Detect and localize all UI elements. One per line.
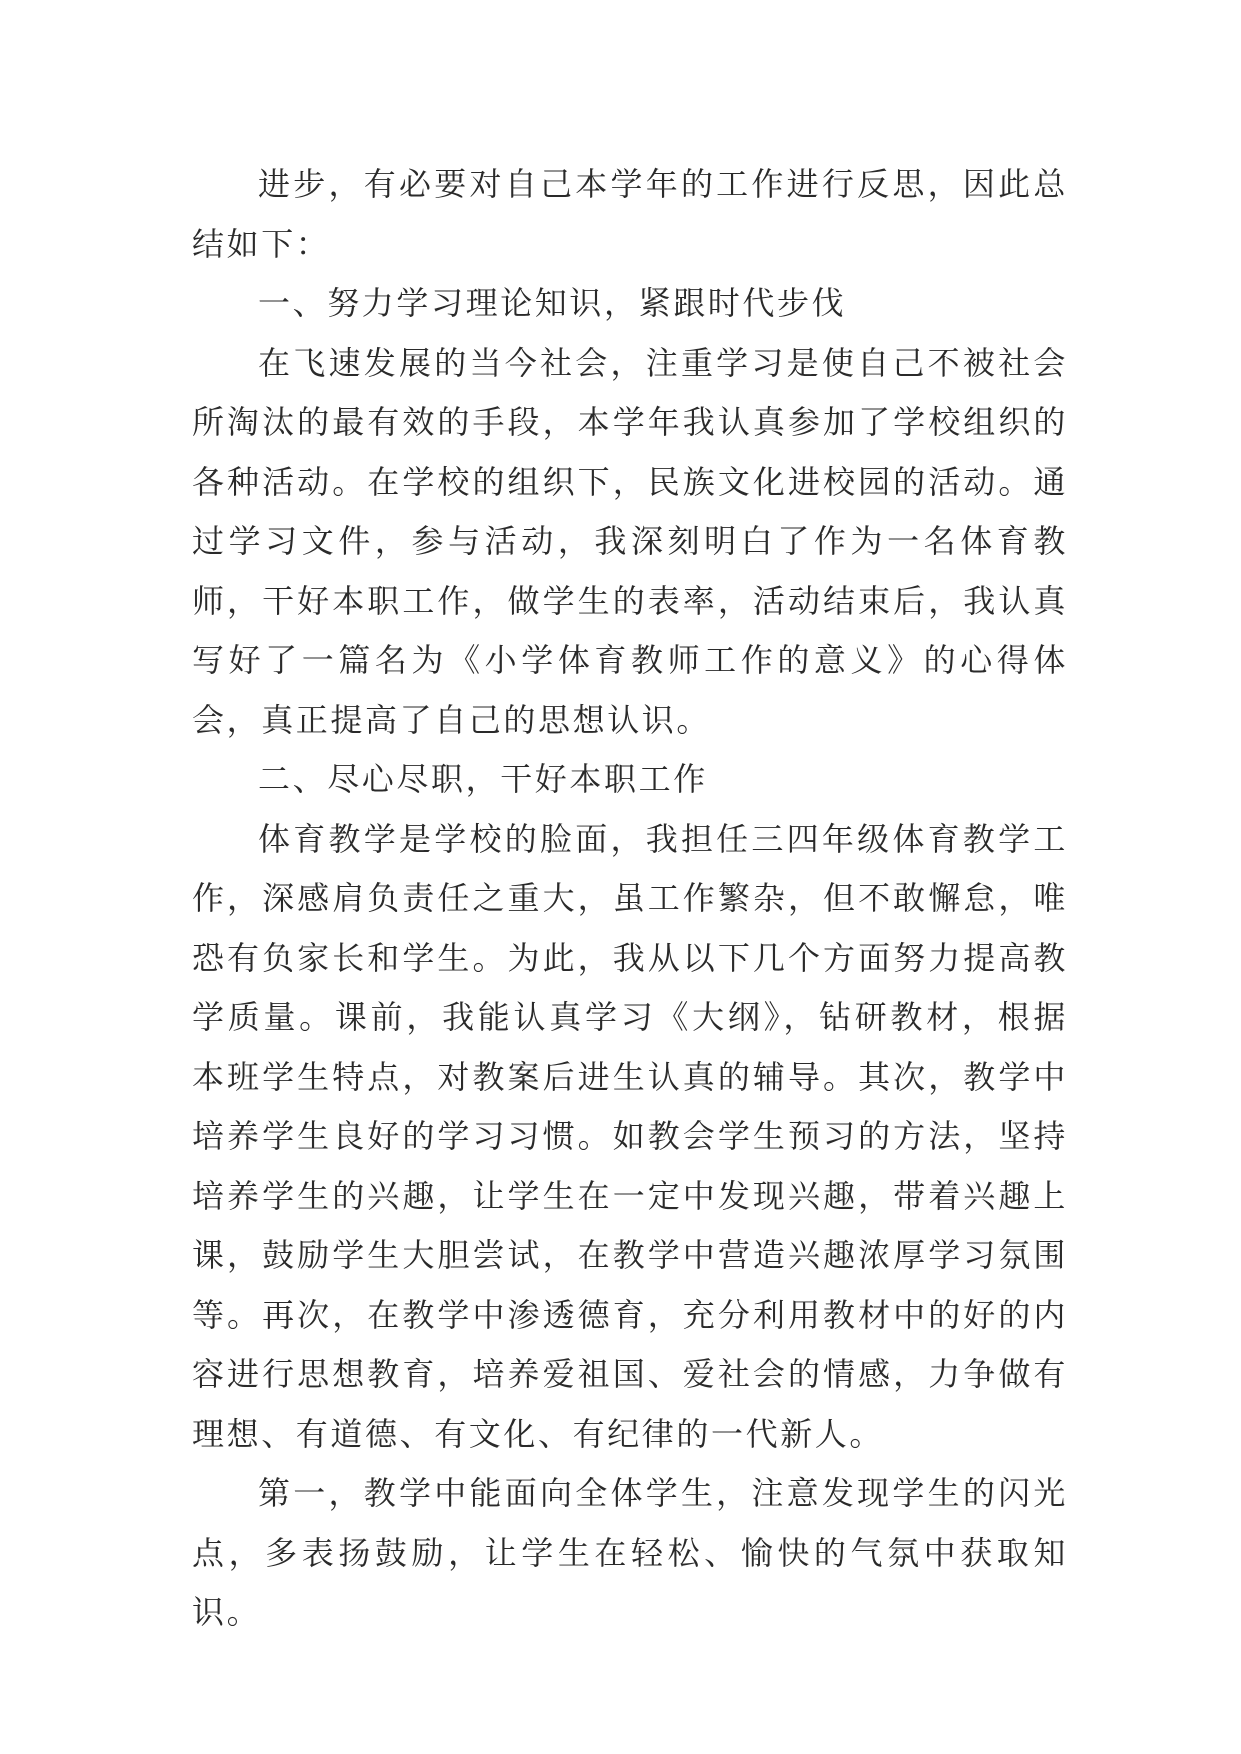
document-body: [192, 155, 1068, 1643]
paragraph-point-1: 第一，教学中能面向全体学生，注意发现学生的闪光点，多表扬鼓励，让学生在轻松、愉快的气氛中获取知识。: [192, 1474, 1068, 1631]
paragraph-section-2: 体育教学是学校的脸面，我担任三四年级体育教学工作，深感肩负责任之重大，虽工作繁杂，但不敢懈怠，唯恐有负家长和学生。为此，我从以下几个方面努力提高教学质量。课前，我能认真学习《大纲》，钻研教材，根据本班学生特点，对教案后进生认真的辅导。其次，教学中培养学生良好的学习习惯。如教会学生预习的方法，坚持培养学生的兴趣，让学生在一定中发现兴趣，带着兴趣上课，鼓励学生大胆尝试，在教学中营造兴趣浓厚学习氛围等。再次，在教学中渗透德育，充分利用教材中的好的内容进行思想教育，培养爱祖国、爱社会的情感，力争做有理想、有道德、有文化、有纪律的一代新人。: [192, 819, 1068, 1453]
section-heading-1: 一、努力学习理论知识，紧跟时代步伐: [258, 284, 847, 322]
section-heading-2: 二、尽心尽职，干好本职工作: [258, 760, 708, 798]
paragraph-intro: 进步，有必要对自己本学年的工作进行反思，因此总结如下：: [192, 165, 1068, 263]
paragraph-section-1: 在飞速发展的当今社会，注重学习是使自己不被社会所淘汰的最有效的手段，本学年我认真参加了学校组织的各种活动。在学校的组织下，民族文化进校园的活动。通过学习文件，参与活动，我深刻明白了作为一名体育教师，干好本职工作，做学生的表率，活动结束后，我认真写好了一篇名为《小学体育教师工作的意义》的心得体会，真正提高了自己的思想认识。: [192, 343, 1068, 739]
